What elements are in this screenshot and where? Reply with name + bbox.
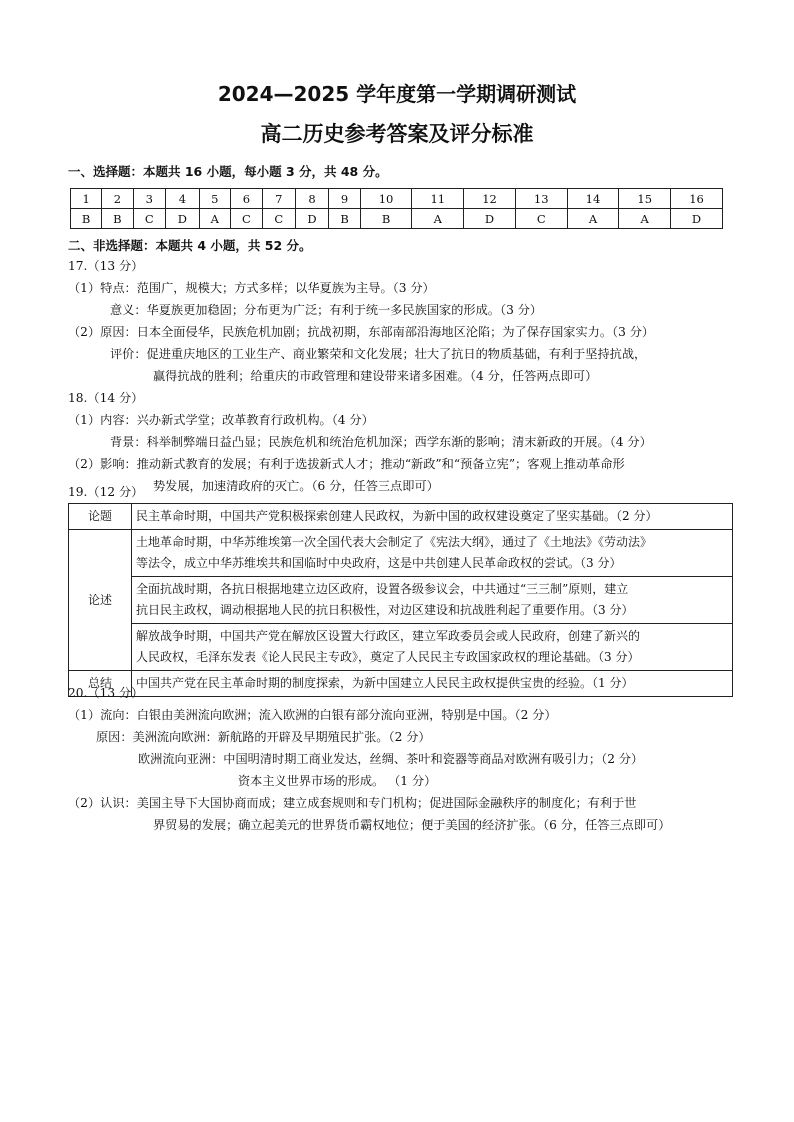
answer-cell: D: [671, 209, 723, 229]
q19-summary-label: 总结: [69, 671, 132, 697]
question-number-cell: 11: [412, 189, 464, 209]
q17-line: （2）原因：日本全面侵华，民族危机加剧；抗战初期，东部南部沿海地区沦陷；为了保存国家实力。（3 分）: [68, 325, 655, 339]
answer-cell: C: [263, 209, 295, 229]
answer-cell: C: [515, 209, 567, 229]
document-subtitle: 高二历史参考答案及评分标准: [260, 122, 534, 146]
question-number-cell: 16: [671, 189, 723, 209]
q17-line: 赢得抗战的胜利；给重庆的市政管理和建设带来诸多困难。（4 分，任答两点即可）: [153, 369, 598, 383]
answer-cell: B: [360, 209, 412, 229]
q18-line: （2）影响：推动新式教育的发展；有利于选拔新式人才；推动“新政”和“预备立宪”；客观上推动革命形: [68, 457, 625, 471]
q19-summary: 中国共产党在民主革命时期的制度探索，为新中国建立人民民主政权提供宝贵的经验。（1 分）: [132, 671, 733, 697]
question-number-cell: 5: [199, 189, 230, 209]
q19-thesis-label: 论题: [69, 504, 132, 530]
q19-heading: 19.（12 分）: [68, 485, 144, 499]
question-number-cell: 7: [263, 189, 295, 209]
document-title: 2024—2025 学年度第一学期调研测试: [217, 82, 577, 106]
q20-line: 界贸易的发展；确立起美元的世界货币霸权地位；便于美国的经济扩张。（6 分，任答三点即可）: [153, 818, 671, 832]
q20-line: 资本主义世界市场的形成。 （1 分）: [238, 774, 437, 788]
q19-thesis: 民主革命时期，中国共产党积极探索创建人民政权，为新中国的政权建设奠定了坚实基础。（2 分）: [132, 504, 733, 530]
question-number-cell: 2: [102, 189, 133, 209]
question-number-cell: 6: [230, 189, 262, 209]
q17-line: 意义：华夏族更加稳固；分布更为广泛；有利于统一多民族国家的形成。（3 分）: [110, 303, 543, 317]
q18-line: 势发展，加速清政府的灭亡。（6 分，任答三点即可）: [153, 479, 439, 493]
q18-line: （1）内容：兴办新式学堂；改革教育行政机构。（4 分）: [68, 413, 374, 427]
answer-table-numbers-row: [71, 189, 723, 209]
question-number-cell: 10: [360, 189, 412, 209]
q19-argument: 土地革命时期，中华苏维埃第一次全国代表大会制定了《宪法大纲》，通过了《土地法》《劳动法》 等法令，成立中华苏维埃共和国临时中央政府，这是中共创建人民革命政权的尝试。（3 分）: [132, 530, 733, 577]
q20-line: 欧洲流向亚洲：中国明清时期工商业发达，丝绸、茶叶和瓷器等商品对欧洲有吸引力；（2 分）: [138, 752, 644, 766]
answer-cell: A: [412, 209, 464, 229]
question-number-cell: 13: [515, 189, 567, 209]
q19-essay-table: [68, 503, 733, 697]
q19-argument-label: 论述: [69, 530, 132, 671]
q19-argument: 解放战争时期，中国共产党在解放区设置大行政区，建立军政委员会或人民政府，创建了新兴的 人民政权，毛泽东发表《论人民民主专政》，奠定了人民民主专政国家政权的理论基础。（3 分）: [132, 624, 733, 671]
question-number-cell: 8: [295, 189, 329, 209]
answer-cell: A: [619, 209, 671, 229]
answer-table-answers-row: [71, 209, 723, 229]
q19-argument: 全面抗战时期，各抗日根据地建立边区政府，设置各级参议会，中共通过“三三制”原则，建立 抗日民主政权，调动根据地人民的抗日积极性，对边区建设和抗战胜利起了重要作用。（3 分）: [132, 577, 733, 624]
answer-cell: C: [133, 209, 165, 229]
question-number-cell: 1: [71, 189, 102, 209]
answer-cell: B: [71, 209, 102, 229]
question-number-cell: 14: [567, 189, 619, 209]
section-multiple-choice-heading: 一、选择题：本题共 16 小题，每小题 3 分，共 48 分。: [68, 164, 388, 179]
answer-cell: A: [199, 209, 230, 229]
q20-line: （2）认识：美国主导下大国协商而成；建立成套规则和专门机构；促进国际金融秩序的制度化；有利于世: [68, 796, 637, 810]
question-number-cell: 15: [619, 189, 671, 209]
q20-line: （1）流向：白银由美洲流向欧洲；流入欧洲的白银有部分流向亚洲，特别是中国。（2 分）: [68, 708, 557, 722]
question-number-cell: 4: [165, 189, 199, 209]
question-number-cell: 9: [329, 189, 360, 209]
q17-heading: 17.（13 分）: [68, 259, 144, 273]
answer-cell: D: [295, 209, 329, 229]
answer-cell: D: [464, 209, 516, 229]
q18-heading: 18.（14 分）: [68, 391, 144, 405]
answer-cell: B: [102, 209, 133, 229]
answer-cell: D: [165, 209, 199, 229]
q17-line: （1）特点：范围广，规模大；方式多样；以华夏族为主导。（3 分）: [68, 281, 435, 295]
answer-table: [70, 188, 723, 229]
q20-line: 原因：美洲流向欧洲：新航路的开辟及早期殖民扩张。（2 分）: [96, 730, 431, 744]
answer-cell: C: [230, 209, 262, 229]
answer-cell: A: [567, 209, 619, 229]
answer-cell: B: [329, 209, 360, 229]
q18-line: 背景：科举制弊端日益凸显；民族危机和统治危机加深；西学东渐的影响；清末新政的开展。（4 分）: [110, 435, 652, 449]
q20-heading: 20.（13 分）: [68, 686, 144, 700]
section-non-choice-heading: 二、非选择题：本题共 4 小题，共 52 分。: [68, 238, 312, 253]
q17-line: 评价：促进重庆地区的工业生产、商业繁荣和文化发展；壮大了抗日的物质基础，有利于坚持抗战，: [110, 347, 647, 361]
question-number-cell: 3: [133, 189, 165, 209]
question-number-cell: 12: [464, 189, 516, 209]
